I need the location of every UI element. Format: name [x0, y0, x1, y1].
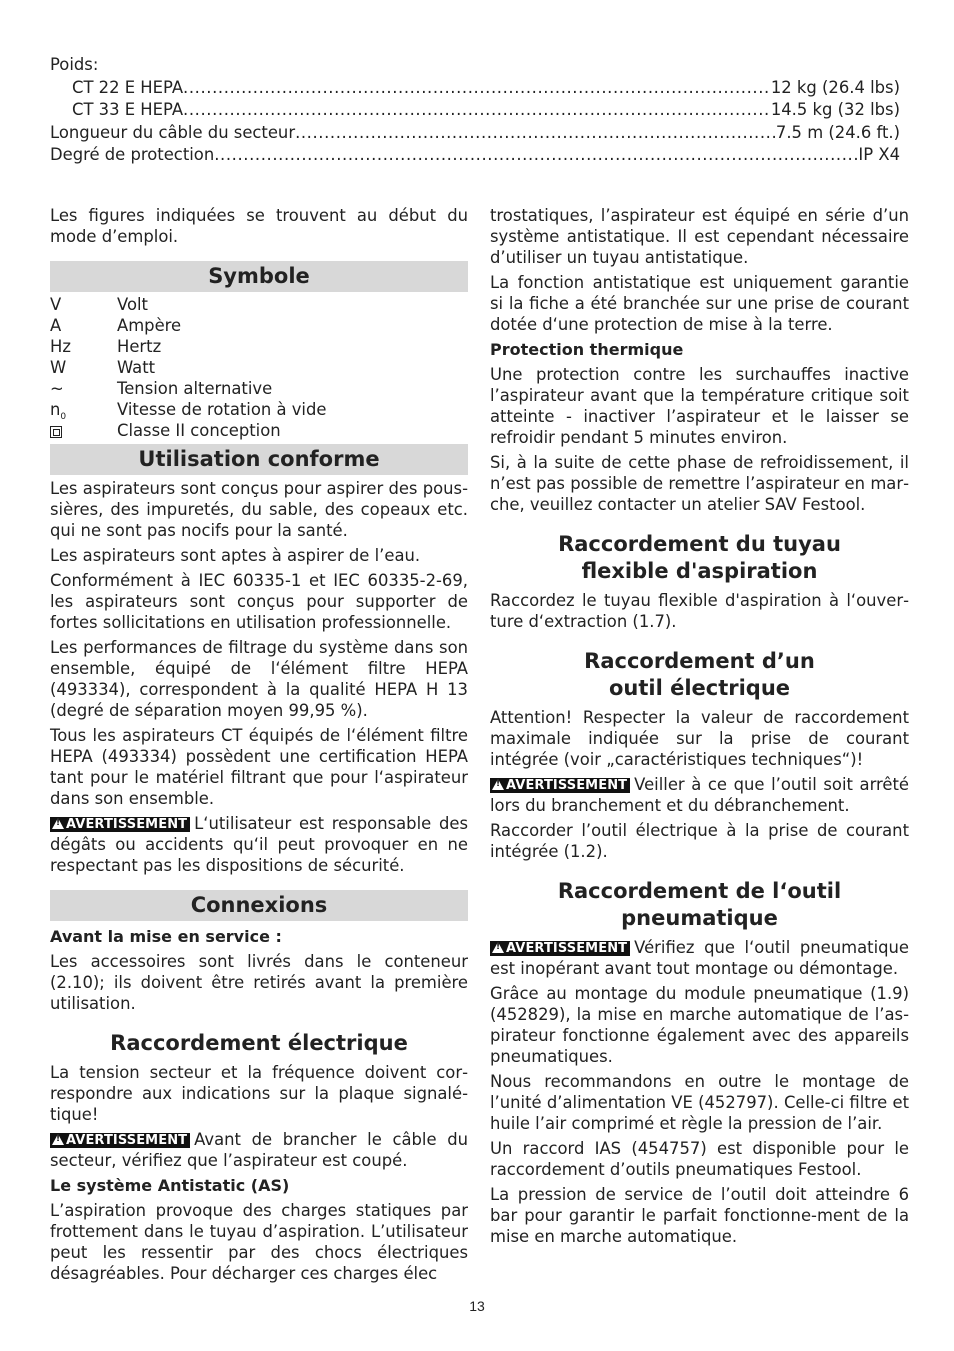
subheading: Protection thermique: [490, 340, 684, 359]
symbol-desc: Ampère: [117, 316, 182, 335]
symbol-desc: Tension alternative: [117, 379, 273, 398]
warning-badge: [50, 817, 190, 832]
symbol-key-base: n: [50, 400, 61, 419]
subheading: Avant la mise en service :: [50, 927, 282, 946]
spec-row-ct33: [50, 99, 900, 122]
symbol-row: [50, 357, 468, 378]
section-title-raccordement-outil: [490, 648, 909, 702]
section-title-utilisation: Utilisation conforme: [50, 444, 468, 475]
class-ii-icon: [50, 426, 62, 438]
intro-paragraph: Les figures indiquées se trouvent au début du mode d’emploi.: [50, 206, 468, 246]
heading-line: flexible d'aspiration: [581, 559, 818, 583]
paragraph: Conformément à IEC 60335-1 et IEC 60335-2-69, les aspirateurs sont conçus pour supporter de fortes sollicitations en utilisation professionnelle.: [50, 571, 468, 632]
warning-paragraph: [490, 774, 909, 816]
warning-label: AVERTISSEMENT: [66, 817, 188, 832]
weight-label: Poids:: [50, 55, 99, 74]
symbol-row: [50, 420, 468, 441]
symbol-row: [50, 378, 468, 399]
section-title-raccordement-tuyau: [490, 531, 909, 585]
paragraph: Les performances de filtrage du système dans son ensemble, équipé de l‘élément filtre HEPA (493334), correspondent à la qualité HEPA H 13 (degré de séparation moyen 99,95 %).: [50, 638, 468, 720]
warning-label: AVERTISSEMENT: [506, 941, 628, 956]
left-column: [50, 205, 468, 1288]
symbol-key: A: [50, 316, 62, 335]
paragraph: Nous recommandons en outre le montage de l’unité d’alimentation VE (452797). Celle-ci filtre et huile l’air comprimé et règle la pression de l’air.: [490, 1072, 909, 1133]
paragraph: Les aspirateurs sont aptes à aspirer de l’eau.: [50, 546, 421, 565]
spec-row-cable-length: [50, 122, 900, 145]
section-title-connexions: Connexions: [50, 890, 468, 921]
spec-value: IP X4: [858, 145, 900, 164]
heading-line: Raccordement d’un: [584, 649, 815, 673]
warning-label: AVERTISSEMENT: [66, 1133, 188, 1148]
warning-triangle-icon: [492, 779, 504, 790]
warning-text: L‘utilisateur est responsable des dégâts ou accidents qu‘il peut provoquer en ne respectant pas les dispositions de sécurité.: [50, 814, 468, 875]
symbol-desc: Hertz: [117, 337, 162, 356]
paragraph: Raccordez le tuyau flexible d'aspiration à l‘ouverture d‘extraction (1.7).: [490, 591, 909, 631]
symbol-desc: Vitesse de rotation à vide: [117, 400, 327, 419]
symbol-row: [50, 336, 468, 357]
right-column: [490, 205, 909, 1251]
warning-badge: [490, 941, 630, 956]
symbol-key: [50, 420, 117, 441]
warning-text: Veiller à ce que l’outil soit arrêté lors du branchement et du débranchement.: [490, 775, 909, 815]
warning-paragraph: [490, 937, 909, 979]
symbol-key: W: [50, 358, 67, 377]
symbol-key: [50, 399, 117, 420]
symbol-key: Hz: [50, 337, 71, 356]
paragraph: trostatiques, l’aspirateur est équipé en série d’un système antistatique. Il est cependant nécessaire d’utiliser un tuyau antistatique.: [490, 206, 909, 267]
warning-badge: [490, 778, 630, 793]
spec-row-protection: [50, 144, 900, 167]
warning-paragraph: [50, 813, 468, 876]
paragraph: La fonction antistatique est uniquement garantie si la fiche a été branchée sur une prise de courant dotée d‘une protection de mise à la terre.: [490, 273, 909, 334]
warning-badge: [50, 1133, 190, 1148]
warning-triangle-icon: [52, 1134, 64, 1145]
warning-triangle-icon: [492, 942, 504, 953]
symbol-desc: Watt: [117, 358, 156, 377]
symbol-row: [50, 399, 468, 420]
symbol-row: [50, 294, 468, 315]
dot-leader: [295, 122, 776, 145]
paragraph: Si, à la suite de cette phase de refroidissement, il n’est pas possible de remettre l’aspirateur en marche, veuillez contacter un atelier SAV Festool.: [490, 453, 909, 514]
paragraph: Une protection contre les surchauffes inactive l’aspirateur avant que la température critique soit atteinte - inactiver l’aspirateur et le laisser se refroidir pendant 5 minutes environ.: [490, 365, 909, 447]
paragraph: Tous les aspirateurs CT équipés de l‘élément filtre HEPA (493334) possèdent une certification HEPA tant pour le matériel filtrant que pour l‘aspirateur dans son ensemble.: [50, 726, 468, 808]
subheading: Le système Antistatic (AS): [50, 1176, 290, 1195]
section-title-raccordement-pneumatique: [490, 878, 909, 932]
spec-label: Degré de protection: [50, 145, 215, 164]
page-number: 13: [469, 1298, 485, 1314]
paragraph: Les aspirateurs sont conçus pour aspirer des poussières, des impuretés, du sable, des copeaux etc. qui ne sont pas nocifs pour la santé.: [50, 479, 468, 540]
spec-value: 7.5 m (24.6 ft.): [775, 122, 900, 142]
symbol-desc: Volt: [117, 295, 148, 314]
dot-leader: [183, 99, 771, 122]
warning-label: AVERTISSEMENT: [506, 778, 628, 793]
spec-value: 14.5 kg (32 lbs): [770, 100, 900, 119]
paragraph: La pression de service de l’outil doit atteindre 6 bar pour garantir le parfait fonctionne-ment de la mise en marche automatique.: [490, 1185, 909, 1246]
warning-triangle-icon: [52, 818, 64, 829]
dot-leader: [183, 77, 771, 100]
dot-leader: [214, 144, 858, 167]
paragraph: L’aspiration provoque des charges statiques par frottement dans le tuyau d’aspiration. L’utilisateur peut les ressentir par des chocs électriques désagréables. Pour décharger ces charges élec: [50, 1201, 468, 1283]
symbol-row: [50, 315, 468, 336]
symbol-table: [50, 294, 468, 441]
spec-value: 12 kg (26.4 lbs): [770, 77, 900, 97]
symbol-desc: Classe II conception: [117, 421, 281, 440]
symbol-key-subscript: 0: [60, 412, 67, 422]
warning-text: Vérifiez que l‘outil pneumatique est inopérant avant tout montage ou démontage.: [490, 938, 909, 978]
heading-line: outil électrique: [608, 676, 791, 700]
paragraph: Grâce au montage du module pneumatique (1.9) (452829), la mise en marche automatique de l’aspirateur fonctionne également avec des appareils pneumatiques.: [490, 984, 909, 1066]
symbol-key: V: [50, 295, 62, 314]
heading-line: pneumatique: [621, 906, 778, 930]
paragraph: Raccorder l’outil électrique à la prise de courant intégrée (1.2).: [490, 821, 909, 861]
specifications-block: [50, 54, 900, 167]
section-title-raccordement-electrique: Raccordement électrique: [110, 1031, 408, 1055]
spec-label: CT 33 E HEPA: [72, 100, 184, 119]
symbol-key: ~: [50, 379, 64, 398]
paragraph: Un raccord IAS (454757) est disponible pour le raccordement d’outils pneumatiques Festool.: [490, 1139, 909, 1179]
warning-paragraph: [50, 1129, 468, 1171]
spec-row-ct22: [50, 77, 900, 100]
paragraph: Les accessoires sont livrés dans le conteneur (2.10); ils doivent être retirés avant la première utilisation.: [50, 952, 468, 1013]
spec-label: CT 22 E HEPA: [72, 77, 184, 97]
paragraph: Attention! Respecter la valeur de raccordement maximale indiquée sur la prise de courant intégrée (voir „caractéristiques techniques“)!: [490, 708, 909, 769]
section-title-symbole: Symbole: [50, 261, 468, 292]
spec-label: Longueur du câble du secteur: [50, 122, 296, 142]
paragraph: La tension secteur et la fréquence doivent correspondre aux indications sur la plaque signalétique!: [50, 1063, 468, 1124]
heading-line: Raccordement du tuyau: [558, 532, 841, 556]
heading-line: Raccordement de l‘outil: [557, 879, 842, 903]
warning-text: Avant de brancher le câble du secteur, vérifiez que l’aspirateur est coupé.: [50, 1130, 468, 1170]
